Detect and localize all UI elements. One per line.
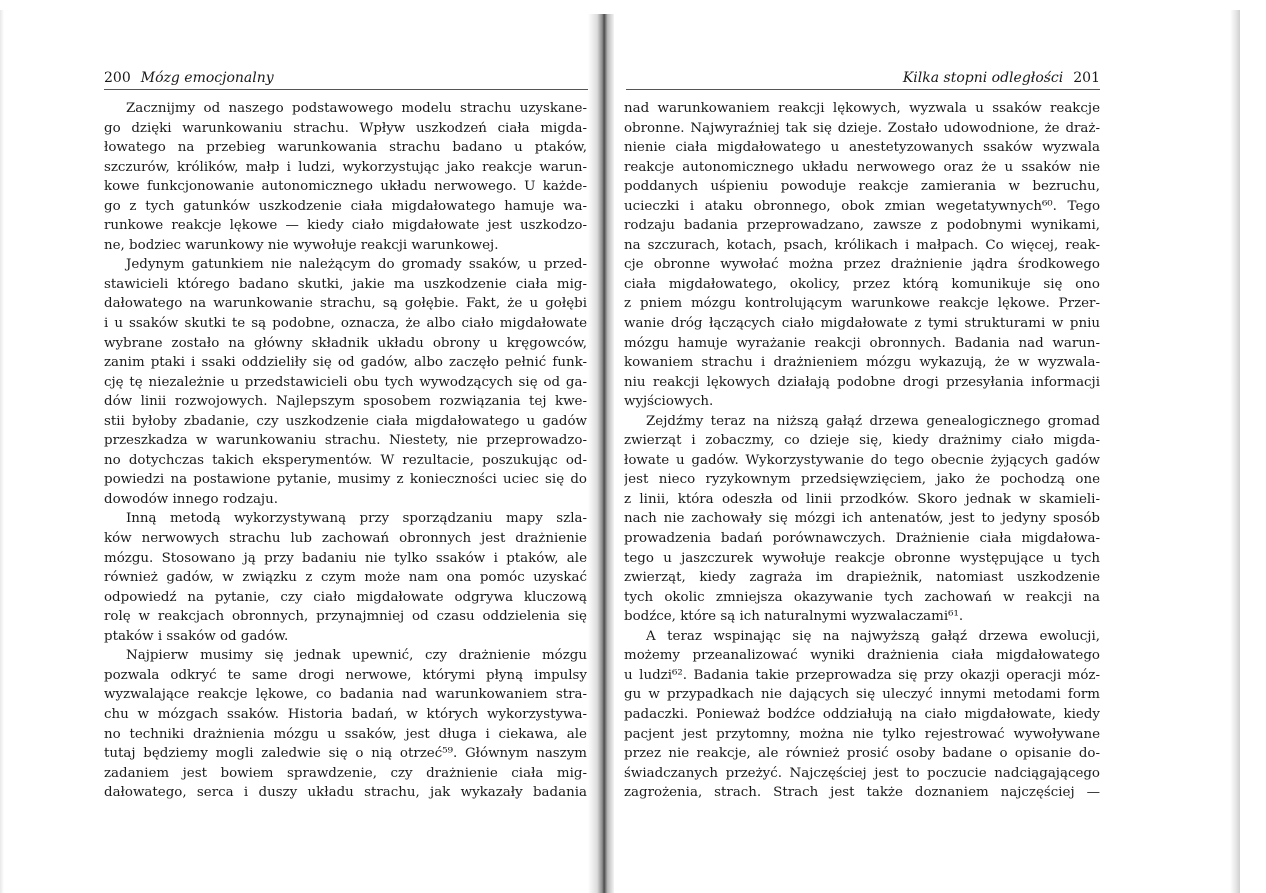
left-page-header <box>104 69 284 87</box>
text-line: również gadów, w związku z czym może nam ona pomóc uzyskać <box>104 570 587 586</box>
text-line: nach nie zachowały się mózgi ich antenatów, jest to jedyny sposób <box>624 511 1100 527</box>
text-line: reakcje autonomicznego układu nerwowego oraz że u ssaków nie <box>624 159 1100 175</box>
text-line: no dotychczas takich eksperymentów. W rezultacie, poszukując od- <box>104 452 587 468</box>
right-page <box>610 0 1266 893</box>
text-line: świadczanych przeżyć. Najczęściej jest to poczucie nadciągającego <box>624 765 1100 781</box>
text-line: Zejdźmy teraz na niższą gałąź drzewa genealogicznego gromad <box>646 413 1100 429</box>
text-line: na szczurach, kotach, psach, królikach i małpach. Co więcej, reak- <box>624 237 1100 253</box>
text-line: rolę w reakcjach obronnych, przynajmniej od czasu oddzielenia się <box>104 609 587 625</box>
right-header-rule <box>626 89 1100 90</box>
text-line: przeszkadza w warunkowaniu strachu. Niestety, nie przeprowadzo- <box>104 433 587 449</box>
text-line: no techniki drażnienia mózgu u ssaków, jest długa i ciekawa, ale <box>104 726 587 742</box>
text-line: bodźce, które są ich naturalnymi wyzwalaczami⁶¹. <box>624 609 964 625</box>
left-page-body <box>104 99 587 803</box>
left-running-title: Mózg emocjonalny <box>140 70 274 86</box>
text-line: A teraz wspinając się na najwyższą gałąź drzewa ewolucji, <box>646 628 1100 644</box>
left-page <box>0 0 600 893</box>
text-line: u ludzi⁶². Badania takie przeprowadza się przy okazji operacji móz- <box>624 667 1100 683</box>
text-line: mózgu. Stosowano ją przy badaniu nie tylko ssaków i ptaków, ale <box>104 550 587 566</box>
text-line: zagrożenia, strach. Strach jest także doznaniem najczęściej — <box>624 785 1100 801</box>
text-line: ciała migdałowatego, okolicy, przez którą komunikuje się ono <box>624 276 1100 292</box>
text-line: dowodów innego rodzaju. <box>104 491 278 507</box>
text-line: możemy przeanalizować wyniki drażnienia ciała migdałowatego <box>624 648 1100 664</box>
text-line: go z tych gatunków uszkodzenie ciała migdałowatego hamuje wa- <box>104 198 587 214</box>
text-line: cję tę niezależnie u przedstawicieli obu tych wywodzących się od ga- <box>104 374 587 390</box>
text-line: łowate u gadów. Wykorzystywanie do tego obecnie żyjących gadów <box>624 452 1100 468</box>
right-page-number: 201 <box>1073 70 1100 86</box>
text-line: Inną metodą wykorzystywaną przy sporządzaniu mapy szla- <box>126 511 587 527</box>
text-line: powiedzi na postawione pytanie, musimy z konieczności uciec się do <box>104 472 587 488</box>
text-line: nienie ciała migdałowatego u anestetyzowanych ssaków wyzwala <box>624 140 1100 156</box>
left-page-number: 200 <box>104 70 131 86</box>
right-page-header <box>893 69 1100 87</box>
text-line: wyjściowych. <box>624 394 714 410</box>
text-line: obronne. Najwyraźniej tak się dzieje. Zostało udowodnione, że draż- <box>624 120 1100 136</box>
text-line: zanim ptaki i ssaki oddzieliły się od gadów, albo zaczęło pełnić funk- <box>104 355 587 371</box>
text-line: ne, bodziec warunkowy nie wywołuje reakcji warunkowej. <box>104 237 499 253</box>
text-line: pacjent jest przytomny, można nie tylko rejestrować wywoływane <box>624 726 1100 742</box>
text-line: wybrane zostało na główny składnik układu obrony u kręgowców, <box>104 335 587 351</box>
text-line: jest nieco ryzykownym przedsięwzięciem, jako że pochodzą one <box>624 472 1100 488</box>
text-line: cje obronne wywołać można przez drażnienie jądra środkowego <box>624 257 1100 273</box>
text-line: szczurów, królików, małp i ludzi, wykorzystując jako reakcje warun- <box>104 159 587 175</box>
text-line: ptaków i ssaków od gadów. <box>104 628 289 644</box>
text-line: zwierząt, kiedy zagraża im drapieżnik, natomiast uszkodzenie <box>624 570 1100 586</box>
text-line: padaczki. Ponieważ bodźce oddziałują na ciało migdałowate, kiedy <box>624 706 1100 722</box>
text-line: i u ssaków skutki te są podobne, oznacza, że albo ciało migdałowate <box>104 316 587 332</box>
text-line: niu reakcji lękowych działają podobne drogi przesyłania informacji <box>624 374 1100 390</box>
scan-right-edge <box>1230 10 1240 893</box>
text-line: zadaniem jest bowiem sprawdzenie, czy drażnienie ciała mig- <box>104 765 587 781</box>
text-line: prowadzenia badań porównawczych. Drażnienie ciała migdałowa- <box>624 531 1100 547</box>
text-line: ucieczki i ataku obronnego, obok zmian wegetatywnych⁶⁰. Tego <box>624 198 1100 214</box>
text-line: Najpierw musimy się jednak upewnić, czy drażnienie mózgu <box>126 648 587 664</box>
text-line: stii byłoby zbadanie, czy uszkodzenie ciała migdałowatego u gadów <box>104 413 587 429</box>
text-line: Jedynym gatunkiem nie należącym do gromady ssaków, u przed- <box>126 257 587 273</box>
text-line: wyzwalające reakcje lękowe, co badania nad warunkowaniem stra- <box>104 687 587 703</box>
left-header-rule <box>104 89 588 90</box>
text-line: tych okolic zmniejsza okazywanie tych zachowań w reakcji na <box>624 589 1100 605</box>
text-line: dałowatego, serca i duszy układu strachu, jak wykazały badania <box>104 785 587 801</box>
text-line: nad warunkowaniem reakcji lękowych, wyzwala u ssaków reakcje <box>624 101 1100 116</box>
text-line: tutaj będziemy mogli zaledwie się o nią otrzeć⁵⁹. Głównym naszym <box>104 746 587 762</box>
text-line: z linii, która odeszła od linii przodków. Skoro jednak w skamieli- <box>624 491 1100 507</box>
text-line: kowe funkcjonowanie autonomicznego układu nerwowego. U każde- <box>104 179 587 195</box>
text-line: Zacznijmy od naszego podstawowego modelu strachu uzyskane- <box>126 101 587 116</box>
text-line: dów linii rozwojowych. Najlepszym sposobem rozwiązania tej kwe- <box>104 394 587 410</box>
text-line: odpowiedź na pytanie, czy ciało migdałowate odgrywa kluczową <box>104 589 587 605</box>
text-line: gu w przypadkach nie dających się uleczyć innymi metodami form <box>624 687 1100 703</box>
text-line: dałowatego na warunkowanie strachu, są gołębie. Fakt, że u gołębi <box>104 296 587 312</box>
text-line: stawicieli którego badano skutki, jakie ma uszkodzenie ciała mig- <box>104 276 587 292</box>
text-line: ków nerwowych strachu lub zachowań obronnych jest drażnienie <box>104 531 587 547</box>
text-line: z pniem mózgu kontrolującym warunkowe reakcje lękowe. Przer- <box>624 296 1100 312</box>
text-line: rodzaju badania przeprowadzano, zawsze z podobnymi wynikami, <box>624 218 1100 234</box>
text-line: mózgu hamuje wyrażanie reakcji obronnych. Badania nad warun- <box>624 335 1100 351</box>
text-line: poddanych uśpieniu powoduje reakcje zamierania w bezruchu, <box>624 179 1100 195</box>
text-line: zwierząt i zobaczmy, co dzieje się, kiedy drażnimy ciało migda- <box>624 433 1100 449</box>
text-line: tego u jaszczurek wywołuje reakcje obronne występujące u tych <box>624 550 1100 566</box>
text-line: przez nie reakcje, ale również prosić osoby badane o opisanie do- <box>624 746 1100 762</box>
text-line: go dzięki warunkowaniu strachu. Wpływ uszkodzeń ciała migda- <box>104 120 587 136</box>
text-line: pozwala odkryć te same drogi nerwowe, którymi płyną impulsy <box>104 667 587 683</box>
text-line: runkowe reakcje lękowe — kiedy ciało migdałowate jest uszkodzo- <box>104 218 587 234</box>
text-line: chu w mózgach ssaków. Historia badań, w których wykorzystywa- <box>104 706 587 722</box>
right-page-body <box>624 99 1100 803</box>
text-line: wanie dróg łączących ciało migdałowate z tymi strukturami w pniu <box>624 316 1100 332</box>
text-line: łowatego na przebieg warunkowania strachu badano u ptaków, <box>104 140 587 156</box>
right-running-title: Kilka stopni odległości <box>902 70 1064 86</box>
text-line: kowaniem strachu i drażnieniem mózgu wykazują, że w wyzwala- <box>624 355 1100 371</box>
